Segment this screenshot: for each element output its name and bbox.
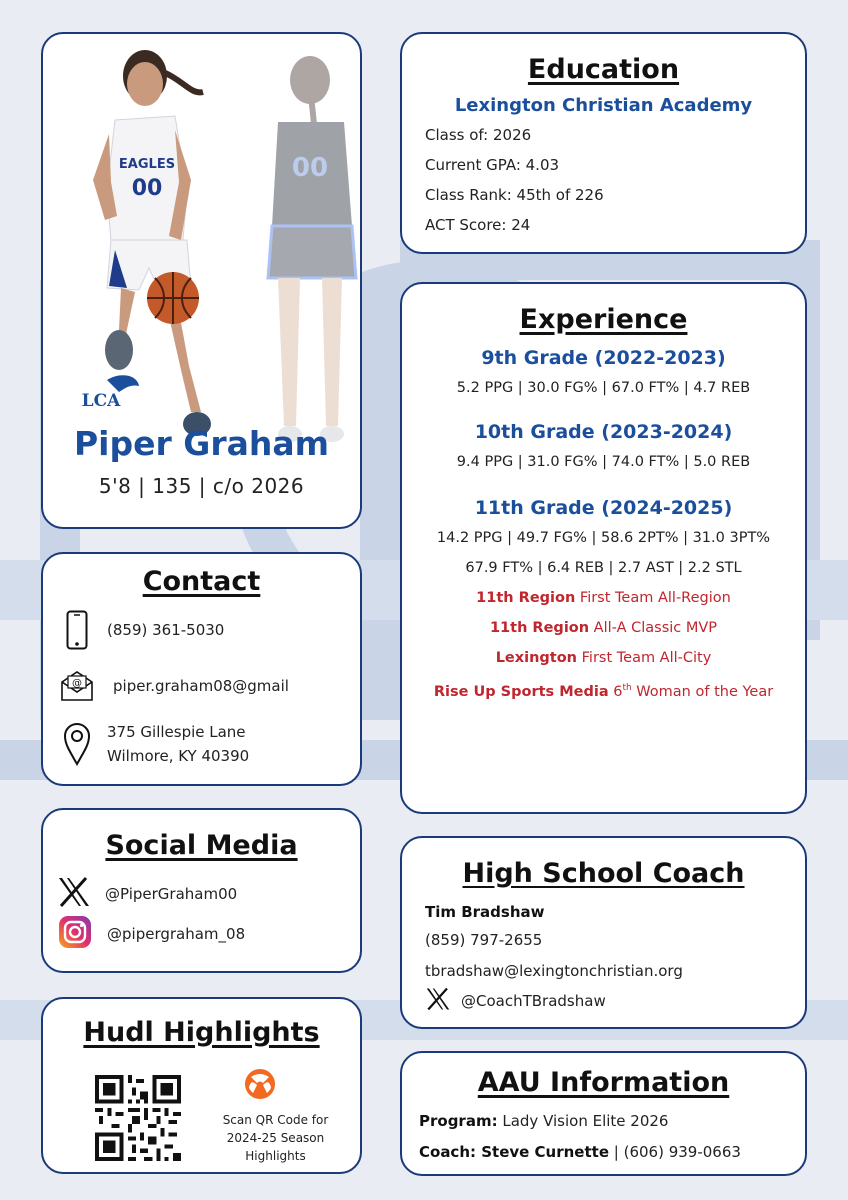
aau-coach-label: Coach: Steve Curnette (419, 1143, 609, 1161)
coach-email[interactable]: tbradshaw@lexingtonchristian.org (425, 962, 683, 980)
contact-address-row (57, 720, 249, 768)
back-jersey-number: 00 (291, 153, 329, 183)
coach-name: Tim Bradshaw (425, 903, 545, 921)
scan-line-2: 2024-25 Season (226, 1131, 325, 1145)
aau-coach (419, 1137, 805, 1168)
twitter-handle[interactable]: @PiperGraham00 (105, 885, 238, 903)
school-logo-text: LCA (81, 391, 121, 411)
scan-line-1: Scan QR Code for (222, 1113, 329, 1127)
qr-code[interactable] (95, 1075, 181, 1161)
coach-heading: High School Coach (462, 858, 745, 889)
coach-twitter-row (425, 987, 805, 1015)
aau-program-value: Lady Vision Elite 2026 (497, 1112, 669, 1130)
award-1-bold: 11th Region (476, 590, 576, 606)
school-logo (79, 372, 141, 412)
grade-11-title: 11th Grade (2024-2025) (474, 497, 733, 519)
school-name: Lexington Christian Academy (454, 95, 753, 116)
aau-information-card (400, 1051, 807, 1176)
award-4 (402, 673, 805, 707)
instagram-handle[interactable]: @pipergraham_08 (107, 925, 246, 943)
award-1 (402, 583, 805, 613)
contact-email[interactable]: piper.graham08@gmail (113, 677, 289, 695)
award-4-bold: Rise Up Sports Media (433, 683, 609, 700)
phone-icon (57, 610, 97, 650)
aau-heading: AAU Information (477, 1067, 730, 1098)
class-of: Class of: 2026 (425, 126, 532, 144)
scan-line-3: Highlights (245, 1149, 306, 1163)
hudl-highlights-card (41, 997, 362, 1174)
envelope-icon (57, 670, 97, 702)
twitter-row (57, 876, 237, 912)
experience-card (400, 282, 807, 814)
award-3-rest: First Team All-City (577, 650, 712, 666)
high-school-coach-card (400, 836, 807, 1029)
scan-instructions (193, 1111, 358, 1165)
coach-twitter-handle[interactable]: @CoachTBradshaw (461, 992, 606, 1010)
award-2 (402, 613, 805, 643)
social-media-heading: Social Media (105, 830, 298, 861)
grade-9-title: 9th Grade (2022-2023) (481, 347, 726, 369)
svg-text:@: @ (72, 678, 82, 689)
award-2-bold: 11th Region (489, 620, 590, 636)
class-rank: Class Rank: 45th of 226 (425, 186, 604, 204)
experience-heading: Experience (519, 304, 688, 335)
current-gpa: Current GPA: 4.03 (425, 156, 560, 174)
award-4-pre: 6 (608, 683, 623, 700)
instagram-row (57, 914, 245, 954)
grade-11-stats-2: 67.9 FT% | 6.4 REB | 2.7 AST | 2.2 STL (465, 560, 742, 576)
contact-heading: Contact (142, 566, 261, 597)
contact-phone-row (57, 610, 224, 650)
jersey-number: 00 (131, 176, 163, 201)
coach-phone[interactable]: (859) 797-2655 (425, 931, 543, 949)
grade-11-stats-1: 14.2 PPG | 49.7 FG% | 58.6 2PT% | 31.0 3PT% (436, 530, 771, 546)
hudl-heading: Hudl Highlights (83, 1017, 320, 1048)
player-back-photo (248, 46, 362, 456)
address-line-1: 375 Gillespie Lane (107, 723, 246, 741)
player-name: Piper Graham (73, 424, 330, 463)
contact-card (41, 552, 362, 786)
award-3-bold: Lexington (495, 650, 578, 666)
instagram-icon[interactable] (57, 914, 93, 954)
education-heading: Education (527, 54, 680, 85)
award-1-rest: First Team All-Region (575, 590, 731, 606)
grade-10-title: 10th Grade (2023-2024) (474, 421, 733, 443)
aau-program-label: Program: (419, 1112, 498, 1130)
act-score: ACT Score: 24 (425, 216, 531, 234)
award-3 (402, 643, 805, 673)
x-logo-icon[interactable] (425, 987, 451, 1015)
profile-card (41, 32, 362, 529)
aau-coach-value: | (606) 939-0663 (609, 1143, 741, 1161)
grade-10-stats: 9.4 PPG | 31.0 FG% | 74.0 FT% | 5.0 REB (456, 454, 751, 470)
grade-9-stats: 5.2 PPG | 30.0 FG% | 67.0 FT% | 4.7 REB (456, 380, 751, 396)
award-4-rest: Woman of the Year (631, 683, 774, 700)
map-pin-icon (57, 722, 97, 766)
award-2-rest: All-A Classic MVP (589, 620, 718, 636)
award-4-sup: th (622, 683, 632, 693)
jersey-text: EAGLES (118, 157, 176, 172)
contact-address (107, 720, 249, 768)
education-card (400, 32, 807, 254)
x-logo-icon[interactable] (57, 876, 91, 912)
address-line-2: Wilmore, KY 40390 (107, 747, 250, 765)
contact-email-row (57, 670, 289, 702)
player-vitals: 5'8 | 135 | c/o 2026 (98, 474, 305, 498)
social-media-card (41, 808, 362, 973)
hudl-logo-icon[interactable] (241, 1067, 279, 1105)
contact-phone[interactable]: (859) 361-5030 (107, 621, 225, 639)
aau-program (419, 1106, 805, 1137)
